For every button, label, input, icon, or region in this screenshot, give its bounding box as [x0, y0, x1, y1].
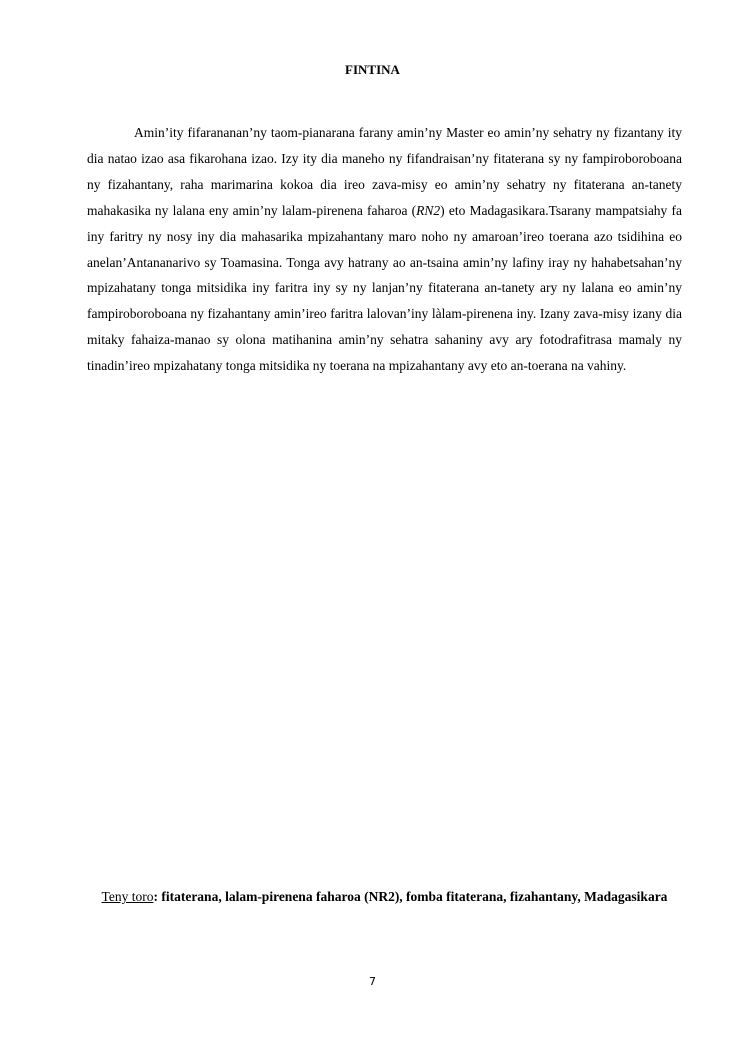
page-title: FINTINA	[345, 62, 400, 77]
abstract-paragraph	[87, 120, 682, 379]
abstract-italic-term: RN2	[416, 202, 441, 218]
keywords-label: Teny toro	[101, 889, 154, 904]
keywords-line	[87, 883, 682, 910]
page-number: 7	[369, 975, 376, 988]
abstract-text-part-2: ) eto Madagasikara.Tsarany mampatsiahy fa iny faritry ny nosy iny dia mahasarika mpizahantany maro noho ny amaroan’ireo toerana azo tsidihina eo anelan’Antananarivo sy Toamasina. Tonga avy hatrany ao an-tsaina amin’ny lafiny iray ny hahabetsahan’ny mpizahatany tonga mitsidika iny faritra iny sy ny lanjan’ny fitaterana an-tanety ary ny lalana eo amin’ny fampiroboroboana ny fizahantany amin’ireo faritra lalovan’iny làlam-pirenena iny. Izany zava-misy izany dia mitaky fahaiza-manao sy olona matihanina amin’ny sehatra sahaniny avy ary fotodrafitrasa mamaly ny tinadin’ireo mpizahatany tonga mitsidika ny toerana na mpizahantany avy eto an-toerana na vahiny.	[87, 202, 682, 374]
abstract-text-part-1: Amin’ity fifarananan’ny taom-pianarana farany amin’ny Master eo amin’ny sehatry ny fizantany ity dia natao izao asa fikarohana izao. Izy ity dia maneho ny fifandraisan’ny fitaterana sy ny fampiroboroboana ny fizahantany, raha marimarina kokoa dia ireo zava-misy eo amin’ny sehatry ny fitaterana an-tanety mahakasika ny lalana eny amin’ny lalam-pirenena faharoa (	[87, 125, 682, 218]
keywords-values: : fitaterana, lalam-pirenena faharoa (NR2), fomba fitaterana, fizahantany, Madagasikara	[153, 889, 668, 904]
